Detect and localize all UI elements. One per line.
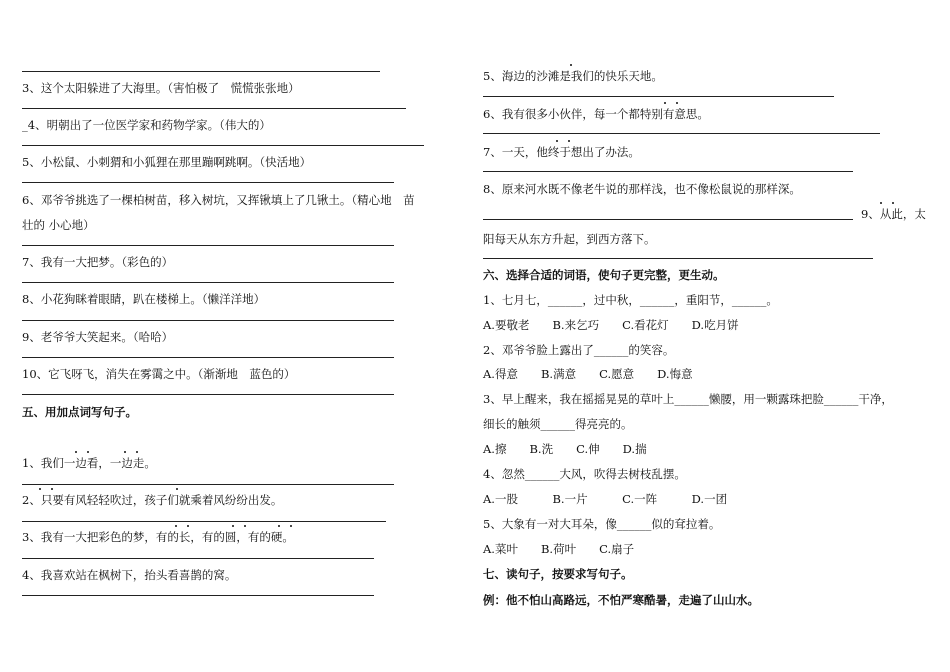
answer-line [22, 108, 406, 109]
answer-line [22, 521, 386, 522]
emphasis-dot [39, 488, 41, 490]
answer-line [22, 182, 394, 183]
answer-line [22, 71, 380, 72]
emphasis-dot [75, 451, 77, 453]
sec6-question-5-options: A.菜叶 B.荷叶 C.扇子 [483, 542, 635, 556]
emphasis-dot [556, 140, 558, 142]
sec5-question-9: 9、从此，太 [861, 207, 926, 221]
sec6-question-4: 4、忽然______大风，吹得去树枝乱摆。 [483, 467, 686, 481]
question-3: 3、这个太阳躲进了大海里。（害怕极了 慌慌张张地） [22, 81, 300, 95]
sec6-question-3-line1: 3、早上醒来，我在摇摇晃晃的草叶上______懒腰，用一颗露珠把脸______干净， [483, 392, 893, 406]
question-6-line1: 6、邓爷爷挑选了一棵柏树苗，移入树坑，又挥锹填上了几锹土。（精心地 苗 [22, 193, 415, 207]
sec5-question-9-cont: 阳每天从东方升起，到西方落下。 [483, 232, 656, 246]
question-8: 8、小花狗眯着眼睛，趴在楼梯上。（懒洋洋地） [22, 292, 266, 306]
sec5-question-4: 4、我喜欢站在枫树下，抬头看喜鹊的窝。 [22, 568, 237, 582]
emphasis-dot [568, 140, 570, 142]
sec5-question-5: 5、海边的沙滩是我们的快乐天地。 [483, 69, 663, 83]
question-9: 9、老爷爷大笑起来。（哈哈） [22, 330, 174, 344]
emphasis-dot [676, 102, 678, 104]
answer-line [22, 357, 394, 358]
emphasis-dot [880, 202, 882, 204]
emphasis-dot [570, 64, 572, 66]
answer-line [483, 171, 853, 172]
sec5-question-8: 8、原来河水既不像老牛说的那样浅，也不像松鼠说的那样深。 [483, 182, 801, 196]
sec6-question-3-line2: 细长的触须______得亮亮的。 [483, 417, 633, 431]
question-5: 5、小松鼠、小刺猬和小狐狸在那里蹦啊跳啊。（快活地） [22, 155, 312, 169]
sec6-question-5: 5、大象有一对大耳朵，像______似的耷拉着。 [483, 517, 721, 531]
question-10: 10、它飞呀飞，消失在雾霭之中。（渐渐地 蓝色的） [22, 367, 296, 381]
sec5-question-7: 7、一天，他终于想出了办法。 [483, 145, 640, 159]
answer-line [22, 245, 394, 246]
emphasis-dot [278, 525, 280, 527]
emphasis-dot [244, 525, 246, 527]
answer-line [22, 320, 394, 321]
answer-line [22, 484, 394, 485]
answer-line [22, 595, 374, 596]
emphasis-dot [187, 525, 189, 527]
emphasis-dot [136, 451, 138, 453]
sec5-question-6: 6、我有很多小伙伴，每一个都特别有意思。 [483, 107, 709, 121]
sec5-question-2: 2、只要有风轻轻吹过，孩子们就乘着风纷纷出发。 [22, 493, 283, 507]
section-7-title: 七、读句子，按要求写句子。 [483, 567, 633, 581]
section-5-title: 五、用加点词写句子。 [22, 405, 137, 419]
emphasis-dot [176, 488, 178, 490]
answer-line [22, 145, 424, 146]
answer-line [22, 558, 374, 559]
emphasis-dot [175, 525, 177, 527]
question-4: _4、明朝出了一位医学家和药物学家。（伟大的） [22, 118, 271, 132]
answer-line [483, 219, 853, 220]
emphasis-dot [290, 525, 292, 527]
section-6-title: 六、选择合适的词语，使句子更完整，更生动。 [483, 268, 725, 282]
question-6-line2: 壮的 小心地） [22, 218, 95, 232]
sec6-question-1-options: A.要敬老 B.来乞巧 C.看花灯 D.吃月饼 [483, 318, 739, 332]
answer-line [483, 258, 873, 259]
emphasis-dot [892, 202, 894, 204]
sec6-question-3-options: A.擦 B.洗 C.伸 D.揣 [483, 442, 647, 456]
question-7: 7、我有一大把梦。（彩色的） [22, 255, 174, 269]
emphasis-dot [87, 451, 89, 453]
emphasis-dot [51, 488, 53, 490]
sec6-question-2: 2、邓爷爷脸上露出了______的笑容。 [483, 343, 675, 357]
answer-line [22, 282, 394, 283]
emphasis-dot [664, 102, 666, 104]
emphasis-dot [124, 451, 126, 453]
section-7-example: 例：他不怕山高路远，不怕严寒酷暑，走遍了山山水。 [483, 593, 759, 607]
answer-line [483, 96, 834, 97]
sec6-question-4-options: A.一股 B.一片 C.一阵 D.一团 [483, 492, 728, 506]
sec6-question-2-options: A.得意 B.满意 C.愿意 D.悔意 [483, 367, 693, 381]
sec5-question-3: 3、我有一大把彩色的梦，有的长，有的圆，有的硬。 [22, 530, 294, 544]
sec5-question-1: 1、我们一边看，一边走。 [22, 456, 156, 470]
emphasis-dot [232, 525, 234, 527]
sec6-question-1: 1、七月七，______，过中秋，______，重阳节，______。 [483, 293, 778, 307]
answer-line [22, 394, 394, 395]
answer-line [483, 133, 880, 134]
